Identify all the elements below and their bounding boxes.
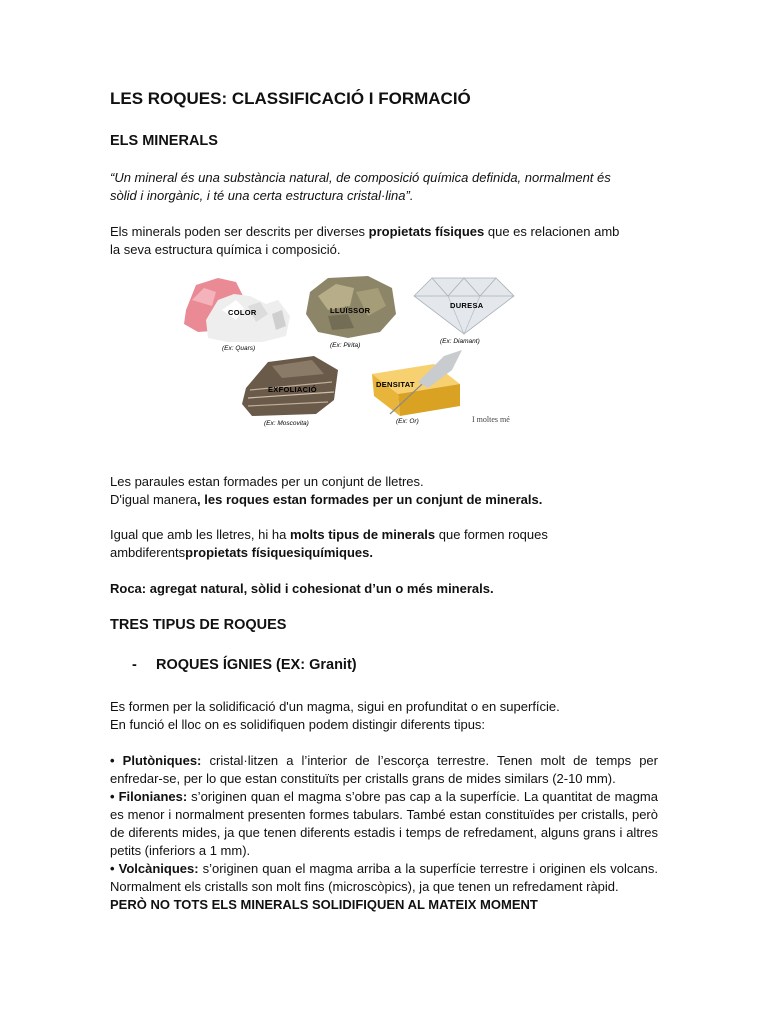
section-heading-rock-types: TRES TIPUS DE ROQUES	[110, 617, 287, 633]
mineral-properties-figure	[178, 270, 518, 435]
muscovite-image	[242, 356, 338, 427]
bullet: •	[110, 789, 115, 804]
quote-line-2: sòlid i inorgànic, i té una certa estructura cristal·lina”.	[110, 188, 414, 203]
igneous-intro-paragraph	[110, 698, 658, 734]
mineral-properties-illustration	[178, 270, 518, 435]
bullet: •	[110, 861, 115, 876]
bullet: •	[110, 753, 115, 768]
diamond-image	[414, 278, 514, 345]
color-example: (Ex: Quars)	[222, 345, 256, 352]
density-example: (Ex: Or)	[396, 418, 419, 425]
hardness-label: DURESA	[450, 301, 484, 310]
p4-line-1: Es formen per la solidificació d'un magma, sigui en profunditat o en superfície.	[110, 699, 560, 714]
color-label: COLOR	[228, 308, 257, 317]
quartz-image	[184, 278, 290, 352]
hardness-example: (Ex: Diamant)	[440, 338, 480, 345]
list-item-plutonic	[110, 752, 658, 788]
quote-line-1: “Un mineral és una substància natural, de composició química definida, normalment és	[110, 170, 611, 185]
gold-feather-image	[372, 350, 462, 425]
mineral-types-paragraph	[110, 526, 658, 562]
volcanic-text: s’originen quan el magma arriba a la superfície terrestre i originen els volcans. Normalment els cristalls son molt fins (microscòpics), ja que tenen un refredament ràpid.	[110, 861, 658, 894]
luster-example: (Ex: Pirita)	[330, 342, 361, 349]
cleavage-label: EXFOLIACIÓ	[268, 385, 317, 394]
p3-bold-e: propietats físiquesiquímiques.	[185, 545, 373, 560]
p1-text-c: que es relacionen amb	[484, 224, 620, 239]
p2-line-2b: , les roques estan formades per un conjunt de minerals.	[197, 492, 543, 507]
section-heading-minerals: ELS MINERALS	[110, 133, 218, 149]
list-item-filonian	[110, 788, 658, 860]
pyrite-image	[306, 276, 396, 349]
luster-label: LLUÏSSOR	[330, 306, 371, 315]
p4-line-2: En funció el lloc on es solidifiquen podem distingir diferents tipus:	[110, 717, 486, 732]
p3-bold-b: molts tipus de minerals	[289, 527, 436, 542]
list-dash: -	[132, 657, 137, 673]
p3-text-d: ambdiferents	[110, 545, 186, 560]
igneous-types-list	[110, 752, 658, 914]
volcanic-term: Volcàniques:	[118, 861, 199, 876]
and-more-caption: I moltes mé	[472, 415, 510, 424]
list-item-volcanic	[110, 860, 658, 896]
p3-text-a: Igual que amb les lletres, hi ha	[110, 527, 290, 542]
plutonic-text: cristal·litzen a l’interior de l’escorça terrestre. Tenen molt de temps per enfredar-se, per lo que estan constituïts per cristalls grans de mides similars (2-10 mm).	[110, 753, 658, 786]
mineral-definition-quote	[110, 169, 658, 205]
cleavage-example: (Ex: Moscovita)	[264, 420, 309, 427]
p3-text-c: que formen roques	[435, 527, 548, 542]
filonian-term: Filonianes:	[118, 789, 188, 804]
plutonic-term: Plutòniques:	[122, 753, 202, 768]
p1-text-a: Els minerals poden ser descrits per diverses	[110, 224, 369, 239]
page-title: LES ROQUES: CLASSIFICACIÓ I FORMACIÓ	[110, 89, 471, 108]
p2-line-2a: D'igual manera	[110, 492, 198, 507]
filonian-text: s’originen quan el magma s’obre pas cap a la superfície. La quantitat de magma es menor i normalment presenten formes tabulars. També estan constituïdes per cristalls, però de diferents mides, ja que tenen diferents estadis i temps de refredament, alguns grans i altres petits (inferiors a 1 mm).	[110, 789, 658, 858]
final-note: PERÒ NO TOTS ELS MINERALS SOLIDIFIQUEN AL MATEIX MOMENT	[110, 897, 538, 912]
density-label: DENSITAT	[376, 380, 415, 389]
p1-bold: propietats físiques	[368, 224, 485, 239]
letters-analogy-paragraph	[110, 473, 658, 509]
igneous-rocks-heading	[132, 657, 357, 673]
p1-line-2: la seva estructura química i composició.	[110, 242, 341, 257]
rock-definition: Roca: agregat natural, sòlid i cohesionat d’un o més minerals.	[110, 581, 494, 596]
physical-properties-paragraph	[110, 223, 658, 259]
p2-line-1: Les paraules estan formades per un conjunt de lletres.	[110, 474, 424, 489]
igneous-heading-text: ROQUES ÍGNIES (EX: Granit)	[156, 657, 357, 673]
